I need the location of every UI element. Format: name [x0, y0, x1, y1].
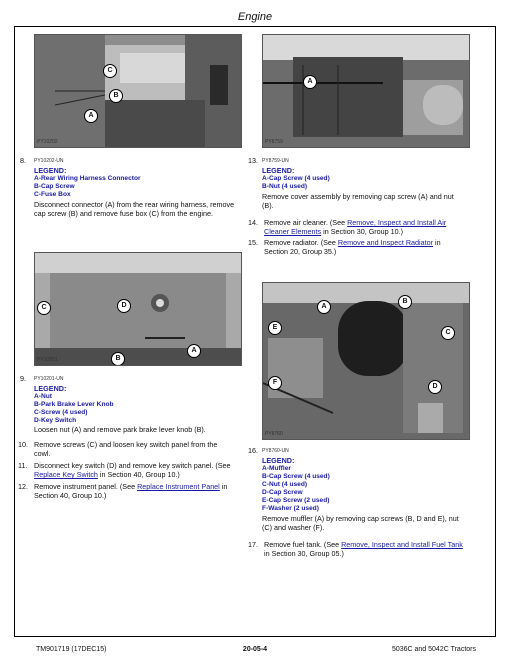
callout-b: B: [398, 295, 412, 309]
air-cleaner-link[interactable]: Cleaner Elements: [264, 227, 322, 236]
step-number: 10.: [18, 440, 28, 449]
step-text: Disconnect connector (A) from the rear wiring harness, remove: [34, 200, 235, 209]
legend-item: B-Nut (4 used): [262, 183, 308, 190]
callout-a: A: [303, 75, 317, 89]
step-number: 17.: [248, 540, 258, 549]
figure-key-switch-photo: [34, 252, 242, 366]
step-text-part: Remove fuel tank. (See: [264, 540, 342, 549]
legend-item: B-Cap Screw: [34, 183, 75, 190]
legend-item: C-Nut (4 used): [262, 481, 308, 488]
right-rule: [495, 26, 496, 636]
callout-c: C: [37, 301, 51, 315]
fuel-tank-link[interactable]: Remove, Inspect and Install Fuel Tank: [341, 540, 463, 549]
step-text: [264, 218, 446, 227]
legend-heading: LEGEND:: [34, 166, 67, 175]
step-text: Disconnect key switch (D) and remove key switch panel. (See: [34, 461, 231, 470]
step-number: 9.: [20, 374, 26, 383]
instrument-panel-link[interactable]: Replace Instrument Panel: [137, 482, 220, 491]
figure-id: PY8759: [265, 139, 283, 145]
step-text: Remove screws (C) and loosen key switch panel from the: [34, 440, 218, 449]
key-switch-illustration: [35, 253, 241, 365]
legend-item: A-Nut: [34, 393, 52, 400]
step-text: Section 20, Group 35.): [264, 247, 337, 256]
figure-reference: PY10201-UN: [34, 376, 64, 382]
figure-cover-assembly-photo: [262, 34, 470, 148]
callout-b: B: [109, 89, 123, 103]
legend-heading: LEGEND:: [34, 384, 67, 393]
step-text: [34, 470, 180, 479]
legend-item: A-Cap Screw (4 used): [262, 175, 330, 182]
step-text-part: Remove radiator. (See: [264, 238, 338, 247]
figure-id: PY8760: [265, 431, 283, 437]
figure-reference: PY8760-UN: [262, 448, 289, 454]
legend-heading: LEGEND:: [262, 166, 295, 175]
figure-reference: PY8759-UN: [262, 158, 289, 164]
page-title: Engine: [237, 11, 273, 23]
step-number: 14.: [248, 218, 258, 227]
figure-reference: PY10202-UN: [34, 158, 64, 164]
left-rule: [14, 26, 15, 636]
cover-assembly-illustration: [263, 35, 469, 147]
footer-page-number: 20-05-4: [242, 646, 268, 653]
legend-item: E-Cap Screw (2 used): [262, 497, 330, 504]
legend-item: D-Key Switch: [34, 417, 77, 424]
figure-fuse-box-photo: [34, 34, 242, 148]
step-number: 13.: [248, 156, 258, 165]
callout-a: A: [317, 300, 331, 314]
step-number: 12.: [18, 482, 28, 491]
callout-c: C: [441, 326, 455, 340]
step-text: [264, 238, 441, 247]
step-number: 8.: [20, 156, 26, 165]
figure-id: PY10201: [37, 357, 58, 363]
figure-muffler-photo: [262, 282, 470, 440]
step-text: [264, 227, 403, 236]
air-cleaner-link[interactable]: Remove, Inspect and Install Air: [347, 218, 447, 227]
legend-item: A-Muffler: [262, 465, 291, 472]
legend-item: D-Cap Screw: [262, 489, 303, 496]
callout-e: E: [268, 321, 282, 335]
callout-d: D: [117, 299, 131, 313]
legend-item: B-Park Brake Lever Knob: [34, 401, 114, 408]
step-text: cowl.: [34, 449, 51, 458]
callout-d: D: [428, 380, 442, 394]
step-text: Remove muffler (A) by removing cap screws (B, D and E), nut: [262, 514, 459, 523]
step-number: 16.: [248, 446, 258, 455]
callout-a: A: [187, 344, 201, 358]
legend-item: B-Cap Screw (4 used): [262, 473, 330, 480]
legend-item: C-Screw (4 used): [34, 409, 88, 416]
step-text-part: Remove air cleaner. (See: [264, 218, 348, 227]
step-text-part: in: [219, 482, 228, 491]
step-text: in Section 30, Group 05.): [264, 549, 344, 558]
step-text: [264, 540, 463, 549]
figure-id: PY10202: [37, 139, 58, 145]
step-text: Section 40, Group 10.): [34, 491, 107, 500]
callout-a: A: [84, 109, 98, 123]
footer-doc-id: TM901719 (17DEC15): [36, 646, 107, 653]
step-text: Loosen nut (A) and remove park brake lever knob (B).: [34, 425, 206, 434]
callout-b: B: [111, 352, 125, 366]
top-rule: [14, 26, 496, 27]
radiator-link[interactable]: Remove and Inspect Radiator: [337, 238, 434, 247]
step-text: (C) and washer (F).: [262, 523, 325, 532]
step-text: Remove cover assembly by removing cap screw (A) and nut: [262, 192, 454, 201]
step-text: [34, 482, 227, 491]
legend-item: C-Fuse Box: [34, 191, 71, 198]
muffler-illustration: [263, 283, 469, 439]
step-text-part: in: [433, 238, 441, 247]
step-number: 11.: [18, 461, 28, 470]
step-text-part: in Section 40, Group 10.): [97, 470, 180, 479]
step-number: 15.: [248, 238, 258, 247]
legend-heading: LEGEND:: [262, 456, 295, 465]
legend-item: A-Rear Wiring Harness Connector: [34, 175, 141, 182]
key-switch-link[interactable]: Replace Key Switch: [34, 470, 98, 479]
fuse-box-illustration: [35, 35, 241, 147]
step-text: (B).: [262, 201, 274, 210]
step-text-part: Remove instrument panel. (See: [34, 482, 138, 491]
bottom-rule: [14, 636, 496, 637]
callout-f: F: [268, 376, 282, 390]
step-text: cap screw (B) and remove fuse box (C) from the engine.: [34, 209, 213, 218]
legend-item: F-Washer (2 used): [262, 505, 319, 512]
callout-c: C: [103, 64, 117, 78]
footer-model: 5036C and 5042C Tractors: [391, 646, 476, 653]
step-text-part: in Section 30, Group 10.): [321, 227, 404, 236]
